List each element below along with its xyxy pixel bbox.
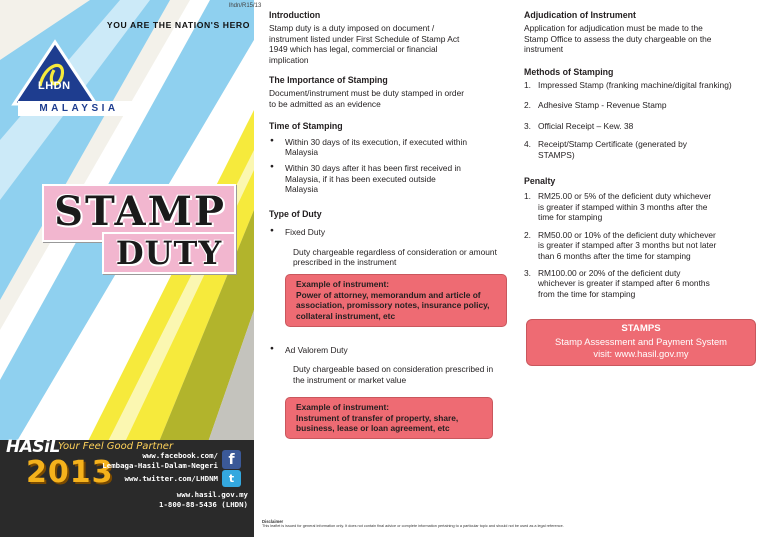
penalty-item: [524, 230, 720, 261]
method-item: [524, 139, 694, 160]
cover-panel: [0, 0, 262, 537]
method-text: Impressed Stamp (franking machine/digital franking): [538, 80, 732, 91]
penalty-text: RM25.00 or 5% of the deficient duty whichever is greater if stamped within 3 months after the time for stamping: [538, 191, 712, 223]
method-number: 4.: [524, 139, 531, 150]
method-item: [524, 80, 762, 90]
time-item-2: ● Within 30 days after it has been first received in Malaysia, if it has been executed outside Malaysia: [269, 163, 469, 194]
method-number: 3.: [524, 120, 531, 131]
penalty-heading: Penalty: [524, 176, 556, 187]
penalty-number: 1.: [524, 191, 531, 202]
time-heading: Time of Stamping: [269, 121, 343, 132]
importance-text: Document/instrument must be duty stamped in order to be admitted as an evidence: [269, 88, 465, 109]
method-item: [524, 121, 762, 131]
facebook-icon[interactable]: f: [222, 450, 241, 469]
hasil-year: 2013: [26, 455, 114, 490]
fixed-example-title: Example of instrument:: [296, 279, 390, 290]
title-duty: DUTY: [115, 234, 223, 272]
facebook-url: www.facebook.com/: [142, 451, 218, 460]
disclaimer: [262, 519, 762, 529]
facebook-link[interactable]: [102, 451, 218, 471]
disclaimer-heading: Disclaimer: [262, 519, 284, 524]
document-code: lhdn/R15/13: [229, 3, 262, 9]
importance-heading: The Importance of Stamping: [269, 75, 388, 86]
method-text: Receipt/Stamp Certificate (generated by STAMPS): [538, 139, 687, 160]
ad-valorem-example-title: Example of instrument:: [296, 402, 390, 413]
time-item-1: ● Within 30 days of its execution, if executed within Malaysia: [269, 137, 469, 158]
phone-number: 1-800-88-5436 (LHDN): [159, 500, 248, 509]
ad-valorem-example: [285, 397, 493, 439]
twitter-icon[interactable]: t: [222, 470, 241, 487]
hasil-brand: HASiL: [6, 437, 60, 457]
logo-country: MALAYSIA: [18, 101, 140, 116]
penalty-number: 3.: [524, 267, 531, 278]
type-heading: Type of Duty: [269, 208, 322, 219]
method-number: 1.: [524, 80, 531, 91]
facebook-page: Lembaga-Hasil-Dalam-Negeri: [102, 461, 218, 470]
penalty-text: RM50.00 or 10% of the deficient duty whichever is greater if stamped after 3 months but not later than 6 months after the time for stamping: [538, 229, 717, 261]
penalty-number: 2.: [524, 229, 531, 240]
title-stamp: STAMP: [54, 188, 226, 235]
adjudication-text: Application for adjudication must be made to the Stamp Office to assess the duty chargeable on the instrument: [524, 23, 712, 55]
slogan: YOU ARE THE NATION'S HERO: [106, 20, 250, 30]
hasil-tagline: Your Feel Good Partner: [58, 441, 174, 452]
website-link[interactable]: www.hasil.gov.my: [176, 490, 248, 499]
fixed-example-text: Power of attorney, memorandum and article of association, promissory notes, insurance policy, collateral instrument, etc: [296, 289, 490, 321]
stamps-subtitle: Stamp Assessment and Payment System: [555, 335, 727, 347]
method-item: [524, 100, 762, 110]
method-number: 2.: [524, 100, 531, 111]
penalty-item: [524, 268, 714, 299]
penalty-text: RM100.00 or 20% of the deficient duty whichever is greater if stamped after 6 months from the time for stamping: [538, 267, 710, 299]
fixed-duty-desc: Duty chargeable regardless of consideration or amount prescribed in the instrument: [293, 246, 497, 267]
right-column: [524, 10, 762, 366]
ad-valorem-desc: Duty chargeable based on consideration prescribed in the instrument or market value: [293, 364, 494, 385]
ad-valorem-example-text: Instrument of transfer of property, share, business, lease or loan agreement, etc: [296, 412, 459, 433]
contact-info: [159, 490, 248, 510]
stamps-info-box: [526, 319, 756, 366]
logo-text: LHDN: [38, 80, 71, 92]
method-text: Adhesive Stamp - Revenue Stamp: [538, 100, 667, 111]
fixed-duty-label: ● Fixed Duty: [269, 227, 509, 237]
method-text: Official Receipt – Kew. 38: [538, 120, 634, 131]
stamps-title: STAMPS: [621, 323, 661, 335]
ad-valorem-label: ● Ad Valorem Duty: [269, 345, 509, 355]
introduction-text: Stamp duty is a duty imposed on document / instrument listed under First Schedule of Stamp Act 1949 which has legal, commercial or financial implication: [269, 23, 460, 65]
twitter-link[interactable]: www.twitter.com/LHDNM: [124, 474, 218, 483]
stamps-visit-link[interactable]: visit: www.hasil.gov.my: [593, 348, 689, 360]
adjudication-heading: Adjudication of Instrument: [524, 10, 636, 20]
introduction-heading: Introduction: [269, 10, 321, 20]
middle-column: [269, 10, 509, 439]
fixed-duty-example: [285, 274, 507, 327]
disclaimer-text: This leaflet is issued for general information only. It does not contain final advice or complete information pertaining to a particular topic and should not be used as a legal reference.: [262, 524, 564, 528]
penalty-item: [524, 191, 714, 222]
methods-heading: Methods of Stamping: [524, 66, 614, 77]
